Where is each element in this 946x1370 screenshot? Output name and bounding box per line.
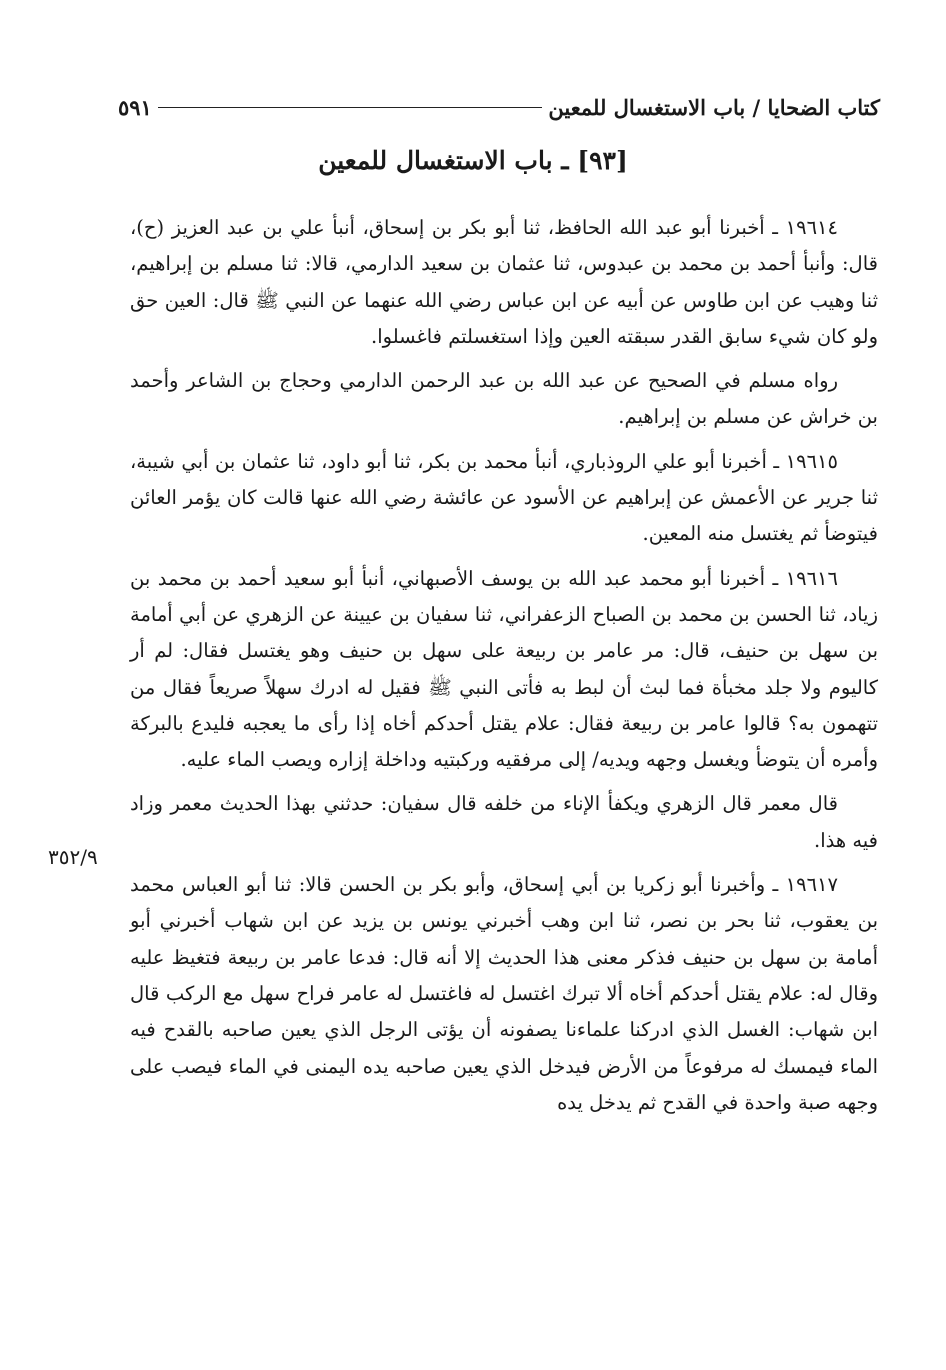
hadith-19614: ١٩٦١٤ ـ أخبرنا أبو عبد الله الحافظ، ثنا أبو بكر بن إسحاق، أنبأ علي بن عبد العزيز (ح)، قال: وأنبأ أحمد بن محمد بن عبدوس، ثنا عثمان بن سعيد الدارمي، قالا: ثنا مسلم بن إبراهيم، ثنا وهيب عن ابن طاوس عن أبيه عن ابن عباس رضي الله عنهما عن النبي ﷺ قال: العين حق ولو كان شيء سابق القدر سبقته العين وإذا استغسلتم فاغسلوا. xyxy=(130,216,878,348)
hadith-19615: ١٩٦١٥ ـ أخبرنا أبو علي الروذباري، أنبأ محمد بن بكر، ثنا أبو داود، ثنا عثمان بن أبي شيبة، ثنا جرير عن الأعمش عن إبراهيم عن الأسود عن عائشة رضي الله عنها قالت كان يؤمر العائن فيتوضأ ثم يغتسل منه المعين. xyxy=(130,449,878,546)
margin-volume-page-ref: ٣٥٢/٩ xyxy=(48,845,98,869)
running-header-title: كتاب الضحايا / باب الاستغسال للمعين xyxy=(548,94,880,120)
hadith-19616: ١٩٦١٦ ـ أخبرنا أبو محمد عبد الله بن يوسف الأصبهاني، أنبأ أبو سعيد أحمد بن محمد بن زياد، ثنا الحسن بن محمد بن الصباح الزعفراني، ثنا سفيان بن عيينة عن الزهري عن أبي أمامة بن سهل بن حنيف، قال: مر عامر بن ربيعة على سهل بن حنيف وهو يغتسل فقال: لم أر كاليوم ولا جلد مخبأة فما لبث أن لبط به فأتى النبي ﷺ فقيل له ادرك سهلاً صريعاً فقال من تتهمون به؟ قالوا عامر بن ربيعة فقال: علام يقتل أحدكم أخاه إذا رأى ما يعجبه فليدع بالبركة وأمره أن يتوضأ ويغسل وجهه ويديه/ إلى مرفقيه وركبتيه وداخلة إزاره ويصب الماء عليه. xyxy=(130,566,878,772)
body-text xyxy=(130,210,878,1129)
chapter-title: [٩٣] ـ باب الاستغسال للمعين xyxy=(318,146,628,175)
page-number: ٥٩١ xyxy=(118,94,152,120)
running-header xyxy=(118,92,880,122)
commentary-19616: قال معمر قال الزهري ويكفأ الإناء من خلفه قال سفيان: حدثني بهذا الحديث معمر وزاد فيه هذا. xyxy=(130,792,878,852)
commentary-19614: رواه مسلم في الصحيح عن عبد الله بن عبد الرحمن الدارمي وحجاج بن الشاعر وأحمد بن خراش عن مسلم بن إبراهيم. xyxy=(130,369,878,429)
header-rule xyxy=(158,107,543,108)
hadith-19617: ١٩٦١٧ ـ وأخبرنا أبو زكريا بن أبي إسحاق، وأبو بكر بن الحسن قالا: ثنا أبو العباس محمد بن يعقوب، ثنا بحر بن نصر، ثنا ابن وهب أخبرني يونس بن يزيد عن ابن شهاب أخبرني أبو أمامة بن سهل بن حنيف فذكر معنى هذا الحديث إلا أنه قال: فدعا عامر بن ربيعة فتغيظ عليه وقال له: علام يقتل أحدكم أخاه ألا تبرك اغتسل له فاغتسل له عامر فراح سهل مع الركب قال ابن شهاب: الغسل الذي ادركنا علماءنا يصفونه أن يؤتى الرجل الذي يعين صاحبه بالقدح فيه الماء فيمسك له مرفوعاً من الأرض فيدخل الذي يعين صاحبه يده اليمنى في الماء فيصب على وجهه صبة واحدة في القدح ثم يدخل يده xyxy=(130,873,878,1114)
